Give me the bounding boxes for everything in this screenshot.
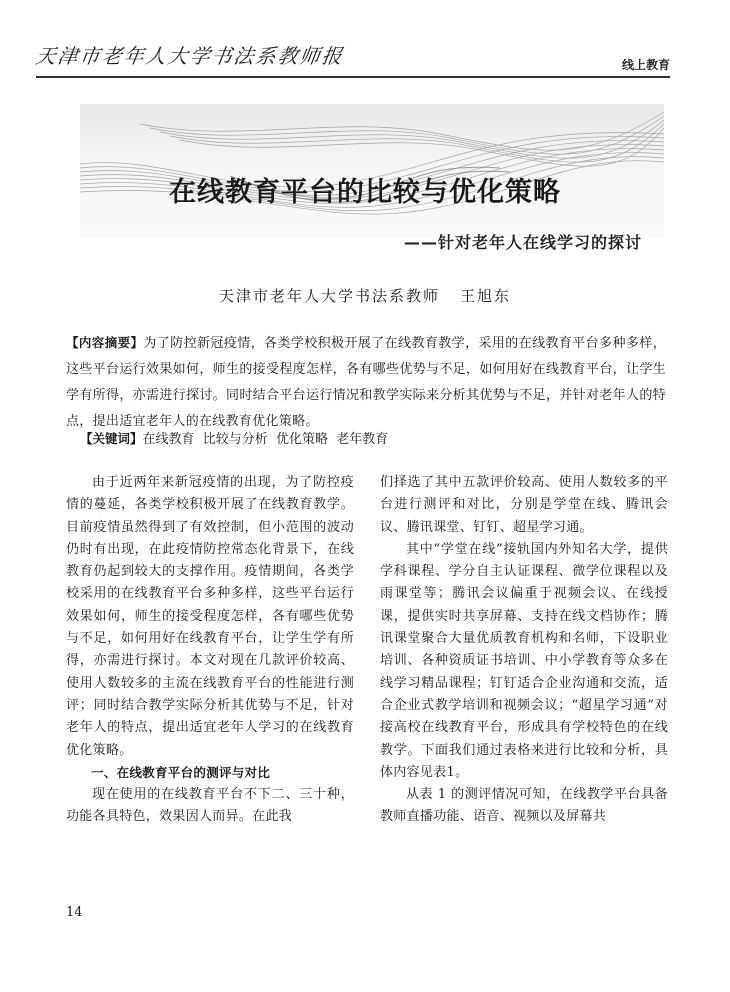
header-rule — [36, 76, 670, 78]
body-paragraph: 们择选了其中五款评价较高、使用人数较多的平台进行测评和对比，分别是学堂在线、腾讯会议、腾讯课堂、钉钉、超星学习通。 — [380, 475, 668, 535]
author-affiliation: 天津市老年人大学书法系教师 — [218, 287, 440, 305]
author-line — [0, 285, 730, 306]
body-paragraph: 其中“学堂在线”接轨国内外知名大学，提供学科课程、学分自主认证课程、微学位课程以及雨课堂等；腾讯会议偏重于视频会议、在线授课，提供实时共享屏幕、支持在线文档协作；腾讯课堂聚合大量优质教育机构和名师，下设职业培训、各种资质证书培训、中小学教育等众多在线学习精品课程；钉钉适合企业沟通和交流，适合企业式教学培训和视频会议；“超星学习通”对接高校在线教育平台，形成具有学校特色的在线教学。下面我们通过表格来进行比较和分析，具体内容见表1。 — [380, 541, 668, 780]
section-heading: 一、在线教育平台的测评与对比 — [91, 764, 271, 780]
body-column-left — [66, 472, 354, 829]
abstract-text: 为了防控新冠疫情，各类学校积极开展了在线教育教学，采用的在线教育平台多种多样，这些平台运行效果如何，师生的接受程度怎样，各有哪些优势与不足，如何用好在线教育平台，让学生学有所得，亦需进行探讨。同时结合平台运行情况和教学实际来分析其优势与不足，并针对老年人的特点，提出适宜老年人的在线教育优化策略。 — [66, 336, 666, 429]
body-paragraph: 现在使用的在线教育平台不下二、三十种，功能各具特色，效果因人而异。在此我 — [66, 787, 354, 825]
keywords-label: 【关键词】 — [80, 431, 143, 446]
running-header — [36, 40, 670, 74]
abstract — [66, 330, 666, 435]
keywords-text: 在线教育 比较与分析 优化策略 老年教育 — [142, 432, 389, 447]
page-number: 14 — [66, 905, 83, 920]
abstract-label: 【内容摘要】 — [66, 335, 144, 350]
keywords — [80, 428, 670, 451]
article-title: 在线教育平台的比较与优化策略 — [169, 177, 561, 208]
author-name: 王旭东 — [460, 287, 512, 305]
body-column-right — [380, 472, 668, 829]
section-label: 线上教育 — [621, 58, 670, 72]
journal-logo: 天津市老年人大学书法系教师报 — [34, 44, 346, 68]
body-paragraph: 从表 1 的测评情况可知，在线教学平台具备教师直播功能、语音、视频以及屏幕共 — [380, 787, 668, 825]
article-subtitle: ——针对老年人在线学习的探讨 — [403, 233, 642, 252]
body-paragraph: 由于近两年来新冠疫情的出现，为了防控疫情的蔓延，各类学校积极开展了在线教育教学。目前疫情虽然得到了有效控制，但小范围的波动仍时有出现，在此疫情防控常态化背景下，在线教育仍起到较大的支撑作用。疫情期间，各类学校采用的在线教育平台多种多样，这些平台运行效果如何，师生的接受程度怎样，各有哪些优势与不足，如何用好在线教育平台，让学生学有所得，亦需进行探讨。本文对现在几款评价较高、使用人数较多的主流在线教育平台的性能进行测评；同时结合教学实际分析其优势与不足，针对老年人的特点，提出适宜老年人学习的在线教育优化策略。 — [66, 475, 354, 758]
